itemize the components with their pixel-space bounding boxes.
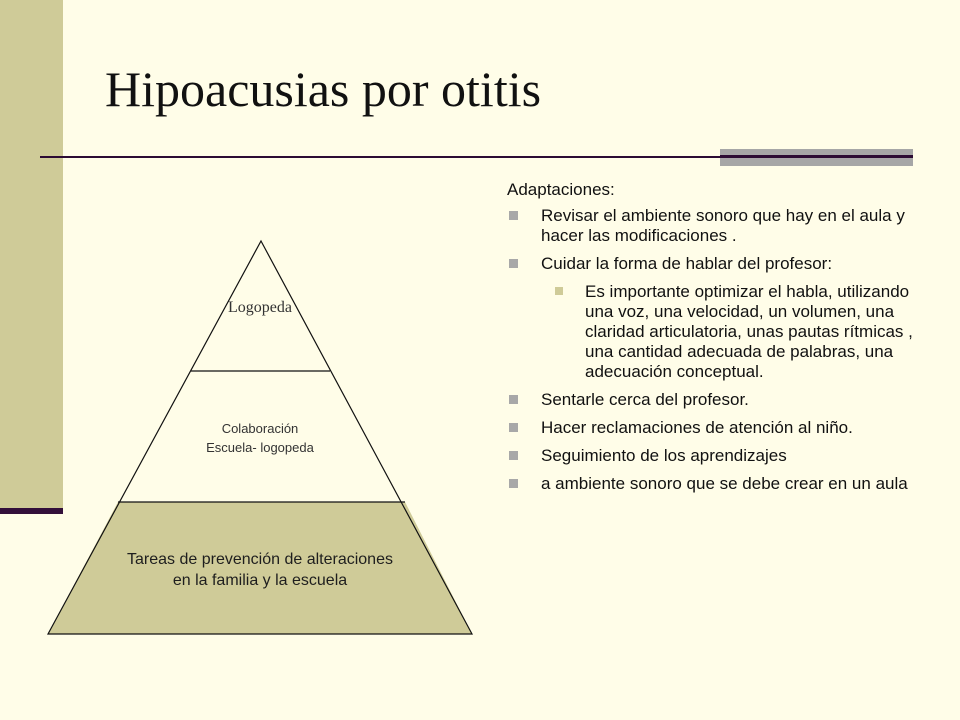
list-item-text: Revisar el ambiente sonoro que hay en el aula y hacer las modificaciones . [541, 206, 905, 245]
square-bullet-icon [509, 479, 518, 488]
list-item-text: Cuidar la forma de hablar del profesor: [541, 254, 833, 273]
content-panel [507, 180, 917, 502]
sub-list-item [541, 282, 917, 382]
sub-list-item-text: Es importante optimizar el habla, utilizando una voz, una velocidad, un volumen, una claridad articulatoria, unas pautas rítmicas , una cantidad adecuada de palabras, una adecuación conceptual. [585, 282, 913, 381]
square-bullet-icon [509, 211, 518, 220]
square-bullet-icon [555, 287, 563, 295]
square-bullet-icon [509, 395, 518, 404]
list-item-text: a ambiente sonoro que se debe crear en un aula [541, 474, 908, 493]
list-item [507, 474, 917, 494]
pyramid-base-label [60, 549, 460, 591]
pyramid-middle-label [150, 419, 370, 457]
pyramid-base-line-1: Tareas de prevención de alteraciones [127, 551, 393, 568]
list-item [507, 390, 917, 410]
list-item-text: Seguimiento de los aprendizajes [541, 446, 787, 465]
pyramid-base-line-2: en la familia y la escuela [172, 572, 348, 589]
content-heading: Adaptaciones: [507, 180, 615, 199]
bullet-list [507, 206, 917, 494]
pyramid-middle-line-1: Colaboración [221, 421, 299, 436]
pyramid-middle-line-2: Escuela- logopeda [206, 440, 314, 455]
square-bullet-icon [509, 423, 518, 432]
sub-bullet-list [541, 282, 917, 382]
slide-title: Hipoacusias por otitis [105, 61, 542, 117]
pyramid-top-label: Logopeda [228, 299, 292, 316]
list-item [507, 446, 917, 466]
list-item [507, 206, 917, 246]
list-item-text: Sentarle cerca del profesor. [541, 390, 749, 409]
list-item-text: Hacer reclamaciones de atención al niño. [541, 418, 853, 437]
square-bullet-icon [509, 259, 518, 268]
list-item [507, 418, 917, 438]
list-item [507, 254, 917, 382]
square-bullet-icon [509, 451, 518, 460]
